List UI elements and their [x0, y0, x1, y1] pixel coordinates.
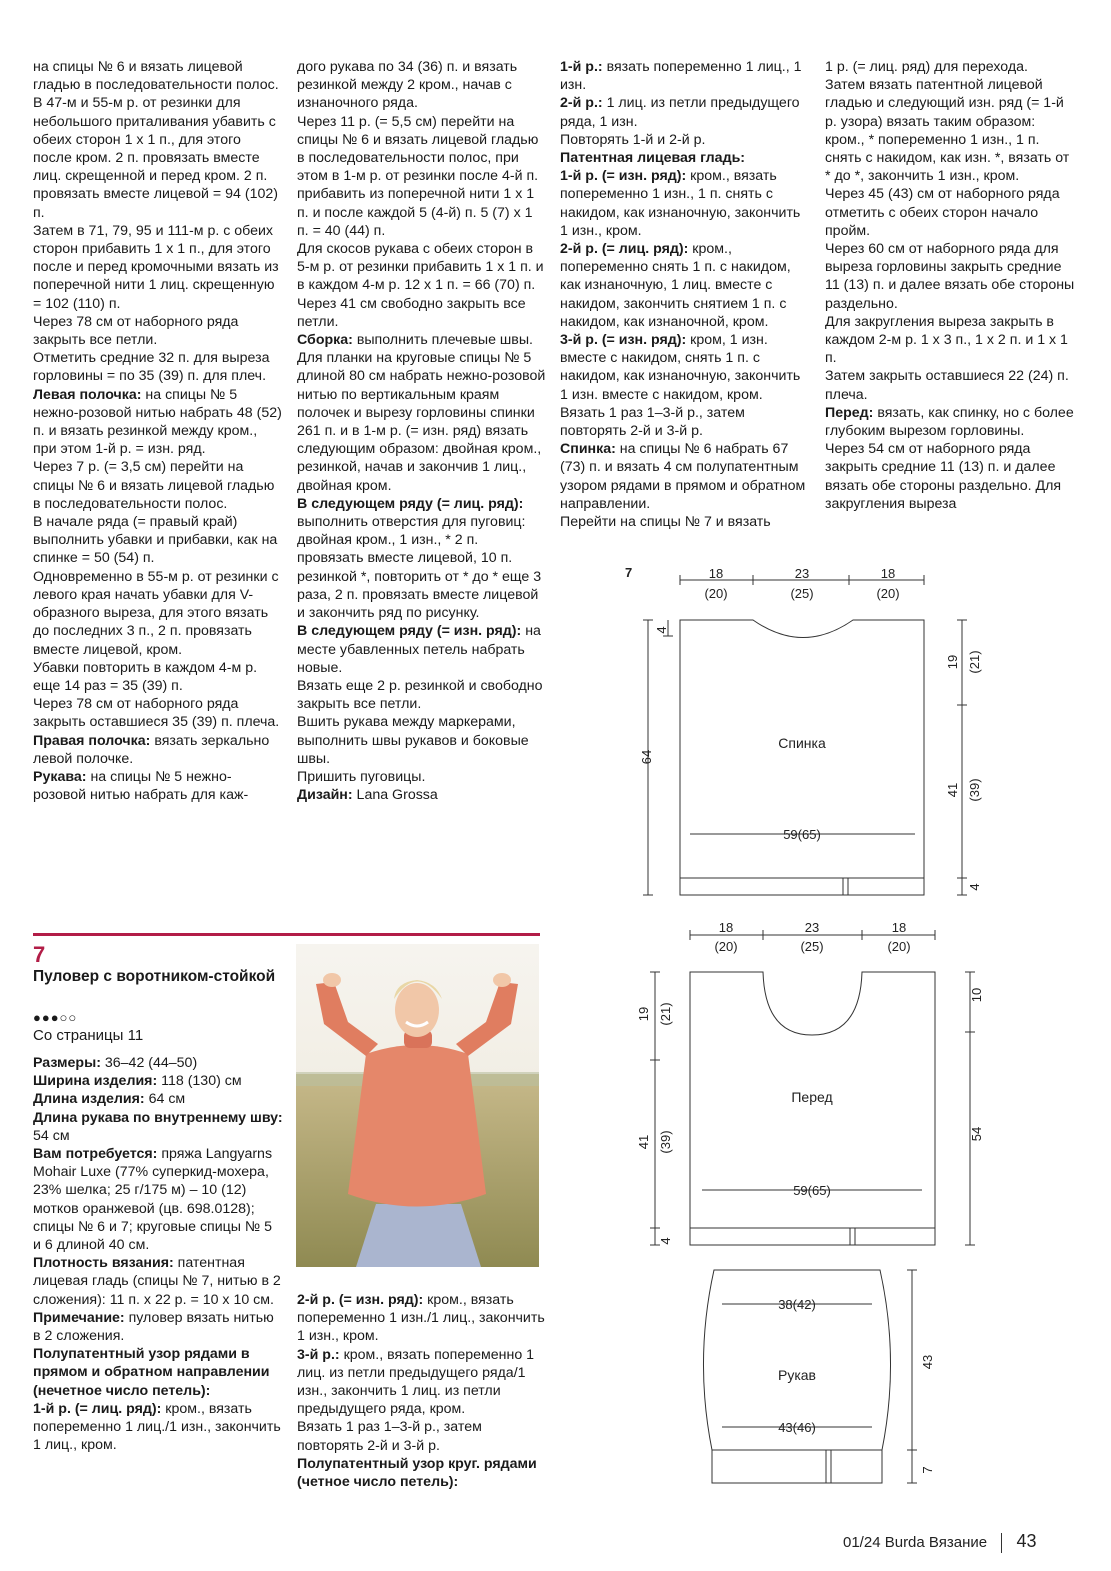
paragraph-text: выполнить плечевые швы. [352, 332, 533, 349]
paragraph-text: Через 11 р. (= 5,5 см) перейти на спицы № 6 и вязать лицевой гладью в последовательности полос, при этом в 1-м р. от резинки после 4-й п. прибавить из поперечной нити 1 х 1 п. и после каждой 5 (4-й) п. 5 (7) х 1 п. = 40 (44) п. [297, 113, 539, 239]
back-width: 59(65) [783, 827, 821, 842]
paragraph [33, 349, 283, 385]
paragraph-heading: В следующем ряду (= лиц. ряд): [297, 495, 524, 512]
paragraph-text: Убавки повторить в каждом 4-м р. еще 14 раз = 35 (39) п. [33, 659, 258, 694]
paragraph-text: на спицы № 5 нежно-розовой нитью набрать 48 (52) п. и вязать резинкой между кром., при этом 1-й р. = изн. ряд. [33, 386, 282, 458]
front-armhole-b: (21) [658, 1002, 673, 1026]
paragraph [560, 58, 810, 94]
paragraph-text: 1 лиц. из петли предыдущего ряда, 1 изн. [560, 95, 800, 130]
paragraph [33, 313, 283, 349]
paragraph [560, 440, 810, 513]
sleeve-bottom-width: 43(46) [778, 1420, 816, 1435]
paragraph [33, 222, 283, 313]
paragraph-text: Отметить средние 32 п. для выреза горловины = по 35 (39) п. для плеч. [33, 350, 270, 385]
paragraph [33, 695, 283, 731]
page-footer [843, 1531, 1036, 1553]
paragraph-text: Перейти на спицы № 7 и вязать [560, 514, 771, 531]
back-top3: 18 [880, 566, 896, 581]
paragraph [33, 1090, 283, 1108]
front-label: Перед [791, 1089, 833, 1105]
paragraph [560, 513, 810, 531]
paragraph [560, 131, 810, 149]
paragraph-text: 64 см [144, 1091, 186, 1108]
paragraph-text: на месте убавленных петель набрать новые. [297, 623, 541, 676]
paragraph-text: на спицы № 5 нежно-розовой нитью набрать для каж- [33, 768, 249, 804]
paragraph-heading: Ширина изделия: [33, 1073, 158, 1090]
model-photo [296, 944, 539, 1267]
front-side-b: (39) [658, 1130, 673, 1154]
paragraph-text: Через 78 см от наборного ряда закрыть все петли. [33, 313, 239, 349]
text-column-3 [560, 58, 810, 531]
paragraph [560, 149, 810, 167]
paragraph-text: В 47-м и 55-м р. от резинки для небольшого приталивания убавить с обеих сторон 1 х 1 п., для этого после кром. 2 п. провязать вместе лиц. скрещенной и перед кром. 2 п. провязать вместе лицевой = 94 (102) п. [33, 95, 278, 221]
back-armhole: 19 [945, 654, 960, 670]
paragraph [297, 677, 547, 713]
paragraph-heading: Длина рукава по внутреннему шву: [33, 1109, 283, 1126]
paragraph-text: Через 54 см от наборного ряда закрыть средние 11 (13) п. и далее вязать обе стороны раздельно. Для закругления выреза [825, 441, 1062, 512]
paragraph-heading: Длина изделия: [33, 1091, 145, 1108]
paragraph-text: Пришить пуговицы. [297, 768, 426, 785]
back-top2b: (25) [790, 586, 814, 601]
issue-number: 01/24 [843, 1534, 881, 1551]
text-column-6 [297, 1291, 547, 1491]
paragraph [33, 1072, 283, 1090]
difficulty-rating: ●●●○○ [33, 1010, 78, 1025]
back-label: Спинка [778, 735, 826, 751]
paragraph-text: кром., вязать попеременно 1 лиц./1 изн., закончить 1 лиц., кром. [33, 1400, 281, 1454]
paragraph [33, 568, 283, 659]
text-column-1 [33, 58, 283, 804]
paragraph [33, 458, 283, 513]
paragraph [297, 1418, 547, 1454]
paragraph-text: Через 60 см от наборного ряда для выреза горловины закрыть средние 11 (13) п. и далее вязать обе стороны раздельно. [825, 241, 1075, 312]
paragraph [825, 240, 1075, 313]
paragraph-text: 1 р. (= лиц. ряд) для перехода. [825, 59, 1028, 75]
paragraph-heading: 2-й р.: [560, 95, 603, 112]
diagram-number: 7 [625, 565, 633, 580]
paragraph-text: Для планки на круговые спицы № 5 длиной 80 см набрать нежно-розовой нитью по вертикальным краям полочек и вырезу горловины спинки 261 п. и в 1-м р. (= изн. ряд) вязать следующим образом: двойная кром., резинкой, начав и закончив 1 лиц., двойная кром. [297, 350, 546, 494]
paragraph-heading: Спинка: [560, 441, 616, 458]
paragraph-heading: Перед: [825, 404, 874, 421]
paragraph [560, 240, 810, 331]
paragraph [825, 76, 1075, 185]
paragraph-text: на спицы № 6 набрать 67 (73) п. и вязать 4 см полупатентным узором рядами в прямом и обратном направлении. [560, 441, 806, 512]
paragraph [297, 786, 547, 804]
paragraph-text: 54 см [33, 1127, 70, 1144]
paragraph [825, 58, 1075, 76]
paragraph-heading: Патентная лицевая гладь: [560, 150, 746, 167]
paragraph-heading: 1-й р. (= лиц. ряд): [33, 1400, 162, 1417]
paragraph [33, 1400, 283, 1455]
paragraph [297, 240, 547, 295]
paragraph-text: Затем закрыть оставшиеся 22 (24) п. плеча. [825, 368, 1069, 403]
from-page-ref: Со страницы 11 [33, 1027, 144, 1044]
back-armhole-b: (21) [967, 650, 982, 674]
paragraph [825, 367, 1075, 403]
paragraph-heading: 2-й р. (= лиц. ряд): [560, 241, 689, 258]
back-top1: 18 [708, 566, 724, 581]
front-rib: 4 [658, 1237, 673, 1245]
paragraph [33, 1145, 283, 1254]
paragraph-text: выполнить отверстия для пуговиц: двойная кром., 1 изн., * 2 п. провязать вместе лицевой, 10 п. резинкой *, повторить от * до * еще 3 раза, 2 п. провязать вместе лицевой и закончить ряд по рисунку. [297, 514, 542, 622]
paragraph [33, 94, 283, 221]
text-column-4 [825, 58, 1075, 513]
paragraph-text: Одновременно в 55-м р. от резинки с левого края начать убавки для V-образного выреза, для этого вязать до последних 3 п., 2 п. провязать вместе лицевой, кром. [33, 568, 279, 658]
paragraph [297, 1346, 547, 1419]
paragraph-heading: 3-й р.: [297, 1346, 340, 1363]
front-top1b: (20) [714, 939, 738, 954]
paragraph-text: на спицы № 6 и вязать лицевой гладью в последовательности полос. [33, 59, 279, 94]
back-top3b: (20) [876, 586, 900, 601]
front-top2: 23 [804, 920, 820, 935]
paragraph [297, 1291, 547, 1346]
back-side-b: (39) [967, 778, 982, 802]
paragraph-heading: Дизайн: [297, 787, 353, 804]
paragraph [297, 622, 547, 677]
paragraph-text: Вшить рукава между маркерами, выполнить швы рукавов и боковые швы. [297, 714, 529, 767]
paragraph-text: Вязать еще 2 р. резинкой и свободно закрыть все петли. [297, 677, 543, 713]
paragraph-text: пуловер вязать нитью в 2 сложения. [33, 1309, 274, 1345]
paragraph-text: Затем вязать патентной лицевой гладью и следующий изн. ряд (= 1-й р. узора) вязать таким образом: кром., * попеременно 1 изн., 1 п. снять с накидом, как изн. *, вязать от * до *, закончить 1 изн., кром. [825, 77, 1070, 185]
paragraph-heading: Полупатентный узор рядами в прямом и обратном направлении (нечетное число петель): [33, 1346, 270, 1399]
paragraph-text: вязать, как спинку, но с более глубоким вырезом горловины. [825, 404, 1074, 440]
pattern-diagram [600, 555, 1080, 1515]
page-number: 43 [1016, 1531, 1037, 1551]
paragraph [560, 94, 810, 130]
paragraph [33, 768, 283, 804]
paragraph [297, 495, 547, 622]
paragraph [560, 331, 810, 404]
paragraph [560, 404, 810, 440]
paragraph [33, 1345, 283, 1400]
sleeve-label: Рукав [778, 1367, 816, 1383]
paragraph [297, 58, 547, 113]
back-side: 41 [945, 782, 960, 798]
paragraph-text: вязать попеременно 1 лиц., 1 изн. [560, 59, 802, 94]
paragraph-text: Через 78 см от наборного ряда закрыть оставшиеся 35 (39) п. плеча. [33, 696, 280, 731]
paragraph [297, 295, 547, 331]
paragraph-text: Вязать 1 раз 1–3-й р., затем повторять 2-й и 3-й р. [560, 404, 745, 440]
paragraph-heading: Плотность вязания: [33, 1255, 174, 1272]
sleeve-length: 43 [920, 1354, 935, 1370]
paragraph-heading: 1-й р.: [560, 59, 603, 75]
front-top1: 18 [718, 920, 734, 935]
paragraph [825, 185, 1075, 240]
back-neck-depth: 4 [654, 626, 669, 634]
paragraph [825, 440, 1075, 513]
front-length: 54 [969, 1126, 984, 1142]
paragraph-text: Через 41 см свободно закрыть все петли. [297, 295, 526, 330]
paragraph [297, 349, 547, 495]
paragraph-text: кром., вязать попеременно 1 лиц. из петли предыдущего ряда/1 изн., закончить 1 лиц. из петли предыдущего ряда, кром. [297, 1346, 535, 1418]
paragraph [560, 167, 810, 240]
paragraph [33, 1309, 283, 1345]
section-divider [33, 933, 540, 936]
paragraph [297, 713, 547, 768]
paragraph-text: кром., вязать попеременно 1 изн./1 лиц., закончить 1 изн., кром. [297, 1292, 545, 1345]
front-side: 41 [636, 1134, 651, 1150]
paragraph [33, 58, 283, 94]
magazine-name: Burda Вязание [884, 1534, 988, 1551]
paragraph-heading: Левая полочка: [33, 386, 142, 403]
paragraph [33, 1254, 283, 1309]
paragraph [33, 1054, 283, 1072]
paragraph-heading: Вам потребуется: [33, 1146, 158, 1163]
footer-divider [1001, 1533, 1002, 1553]
paragraph [33, 1109, 283, 1145]
front-width: 59(65) [793, 1183, 831, 1198]
model-title: Пуловер с воротником-стойкой [33, 968, 276, 985]
front-top3b: (20) [887, 939, 911, 954]
back-top1b: (20) [704, 586, 728, 601]
paragraph-text: Для скосов рукава с обеих сторон в 5-м р. от резинки прибавить 1 х 1 п. и в каждом 4-м р. 12 х 1 п. = 66 (70) п. [297, 241, 544, 294]
paragraph [825, 313, 1075, 368]
paragraph-heading: Рукава: [33, 768, 87, 785]
paragraph-heading: Сборка: [297, 332, 353, 349]
paragraph-text: Затем в 71, 79, 95 и 111-м р. с обеих сторон прибавить 1 х 1 п., для этого после и перед кромочными вязать из поперечной нити 1 лиц. скрещенную = 102 (110) п. [33, 222, 279, 312]
paragraph-text: В начале ряда (= правый край) выполнить убавки и прибавки, как на спинке = 50 (54) п. [33, 514, 278, 567]
front-neck-depth: 10 [969, 987, 984, 1003]
paragraph-text: кром, 1 изн. вместе с накидом, снять 1 п. с накидом, как изнаночную, закончить 1 изн. вместе с накидом, кром. [560, 332, 801, 403]
paragraph-text: Через 7 р. (= 3,5 см) перейти на спицы № 6 и вязать лицевой гладью в последовательности полос. [33, 459, 275, 512]
paragraph-text: Повторять 1-й и 2-й р. [560, 131, 706, 148]
paragraph [297, 113, 547, 240]
paragraph [33, 513, 283, 568]
paragraph-heading: 2-й р. (= изн. ряд): [297, 1292, 424, 1308]
paragraph [825, 404, 1075, 440]
paragraph-text: вязать зеркально левой полочке. [33, 732, 270, 767]
paragraph-text: пряжа Langyarns Mohair Luxe (77% суперкид-мохера, 23% шелка; 25 г/175 м) – 10 (12) мотков оранжевой (цв. 698.0128); спицы № 6 и 7; круговые спицы № 5 и 6 длиной 40 см. [33, 1146, 273, 1254]
back-rib: 4 [967, 883, 982, 891]
paragraph-heading: Правая полочка: [33, 732, 151, 749]
paragraph [33, 732, 283, 768]
front-armhole: 19 [636, 1006, 651, 1022]
paragraph [33, 659, 283, 695]
paragraph [297, 768, 547, 786]
front-top3: 18 [891, 920, 907, 935]
paragraph-text: кром., попеременно снять 1 п. с накидом, как изнаночную, 1 лиц. вместе с накидом, закончить снятием 1 п. с накидом, как изнаночной, кром. [560, 241, 791, 330]
paragraph [33, 386, 283, 459]
text-column-5 [33, 1054, 283, 1454]
back-top2: 23 [794, 566, 810, 581]
paragraph-text: Вязать 1 раз 1–3-й р., затем повторять 2-й и 3-й р. [297, 1419, 482, 1454]
paragraph-text: 118 (130) см [157, 1073, 242, 1090]
paragraph-heading: В следующем ряду (= изн. ряд): [297, 623, 522, 640]
paragraph [297, 1455, 547, 1491]
paragraph-heading: 3-й р. (= изн. ряд): [560, 332, 687, 349]
back-length: 64 [639, 749, 654, 765]
front-top2b: (25) [800, 939, 824, 954]
paragraph-heading: Примечание: [33, 1309, 125, 1326]
sleeve-cuff: 7 [920, 1466, 935, 1474]
paragraph-text: Для закругления выреза закрыть в каждом 2-м р. 1 х 3 п., 1 х 2 п. и 1 х 1 п. [825, 313, 1068, 367]
paragraph-heading: Полупатентный узор круг. рядами (четное число петель): [297, 1455, 537, 1491]
paragraph [297, 331, 547, 349]
paragraph-heading: Размеры: [33, 1055, 101, 1071]
text-column-2 [297, 58, 547, 804]
paragraph-text: Lana Grossa [352, 787, 438, 804]
paragraph-heading: 1-й р. (= изн. ряд): [560, 168, 687, 185]
model-number: 7 [33, 942, 46, 967]
paragraph-text: 36–42 (44–50) [100, 1055, 198, 1071]
sleeve-top-width: 38(42) [778, 1297, 816, 1312]
paragraph-text: Через 45 (43) см от наборного ряда отметить с обеих сторон начало пройм. [825, 186, 1060, 239]
paragraph-text: кром., вязать попеременно 1 изн., 1 п. снять с накидом, как изнаночную, закончить 1 изн., кром. [560, 168, 801, 239]
paragraph-text: патентная лицевая гладь (спицы № 7, нитью в 2 сложения): 11 п. х 22 р. = 10 х 10 см. [33, 1255, 281, 1308]
paragraph-text: дого рукава по 34 (36) п. и вязать резинкой между 2 кром., начав с изнаночного ряда. [297, 59, 518, 112]
